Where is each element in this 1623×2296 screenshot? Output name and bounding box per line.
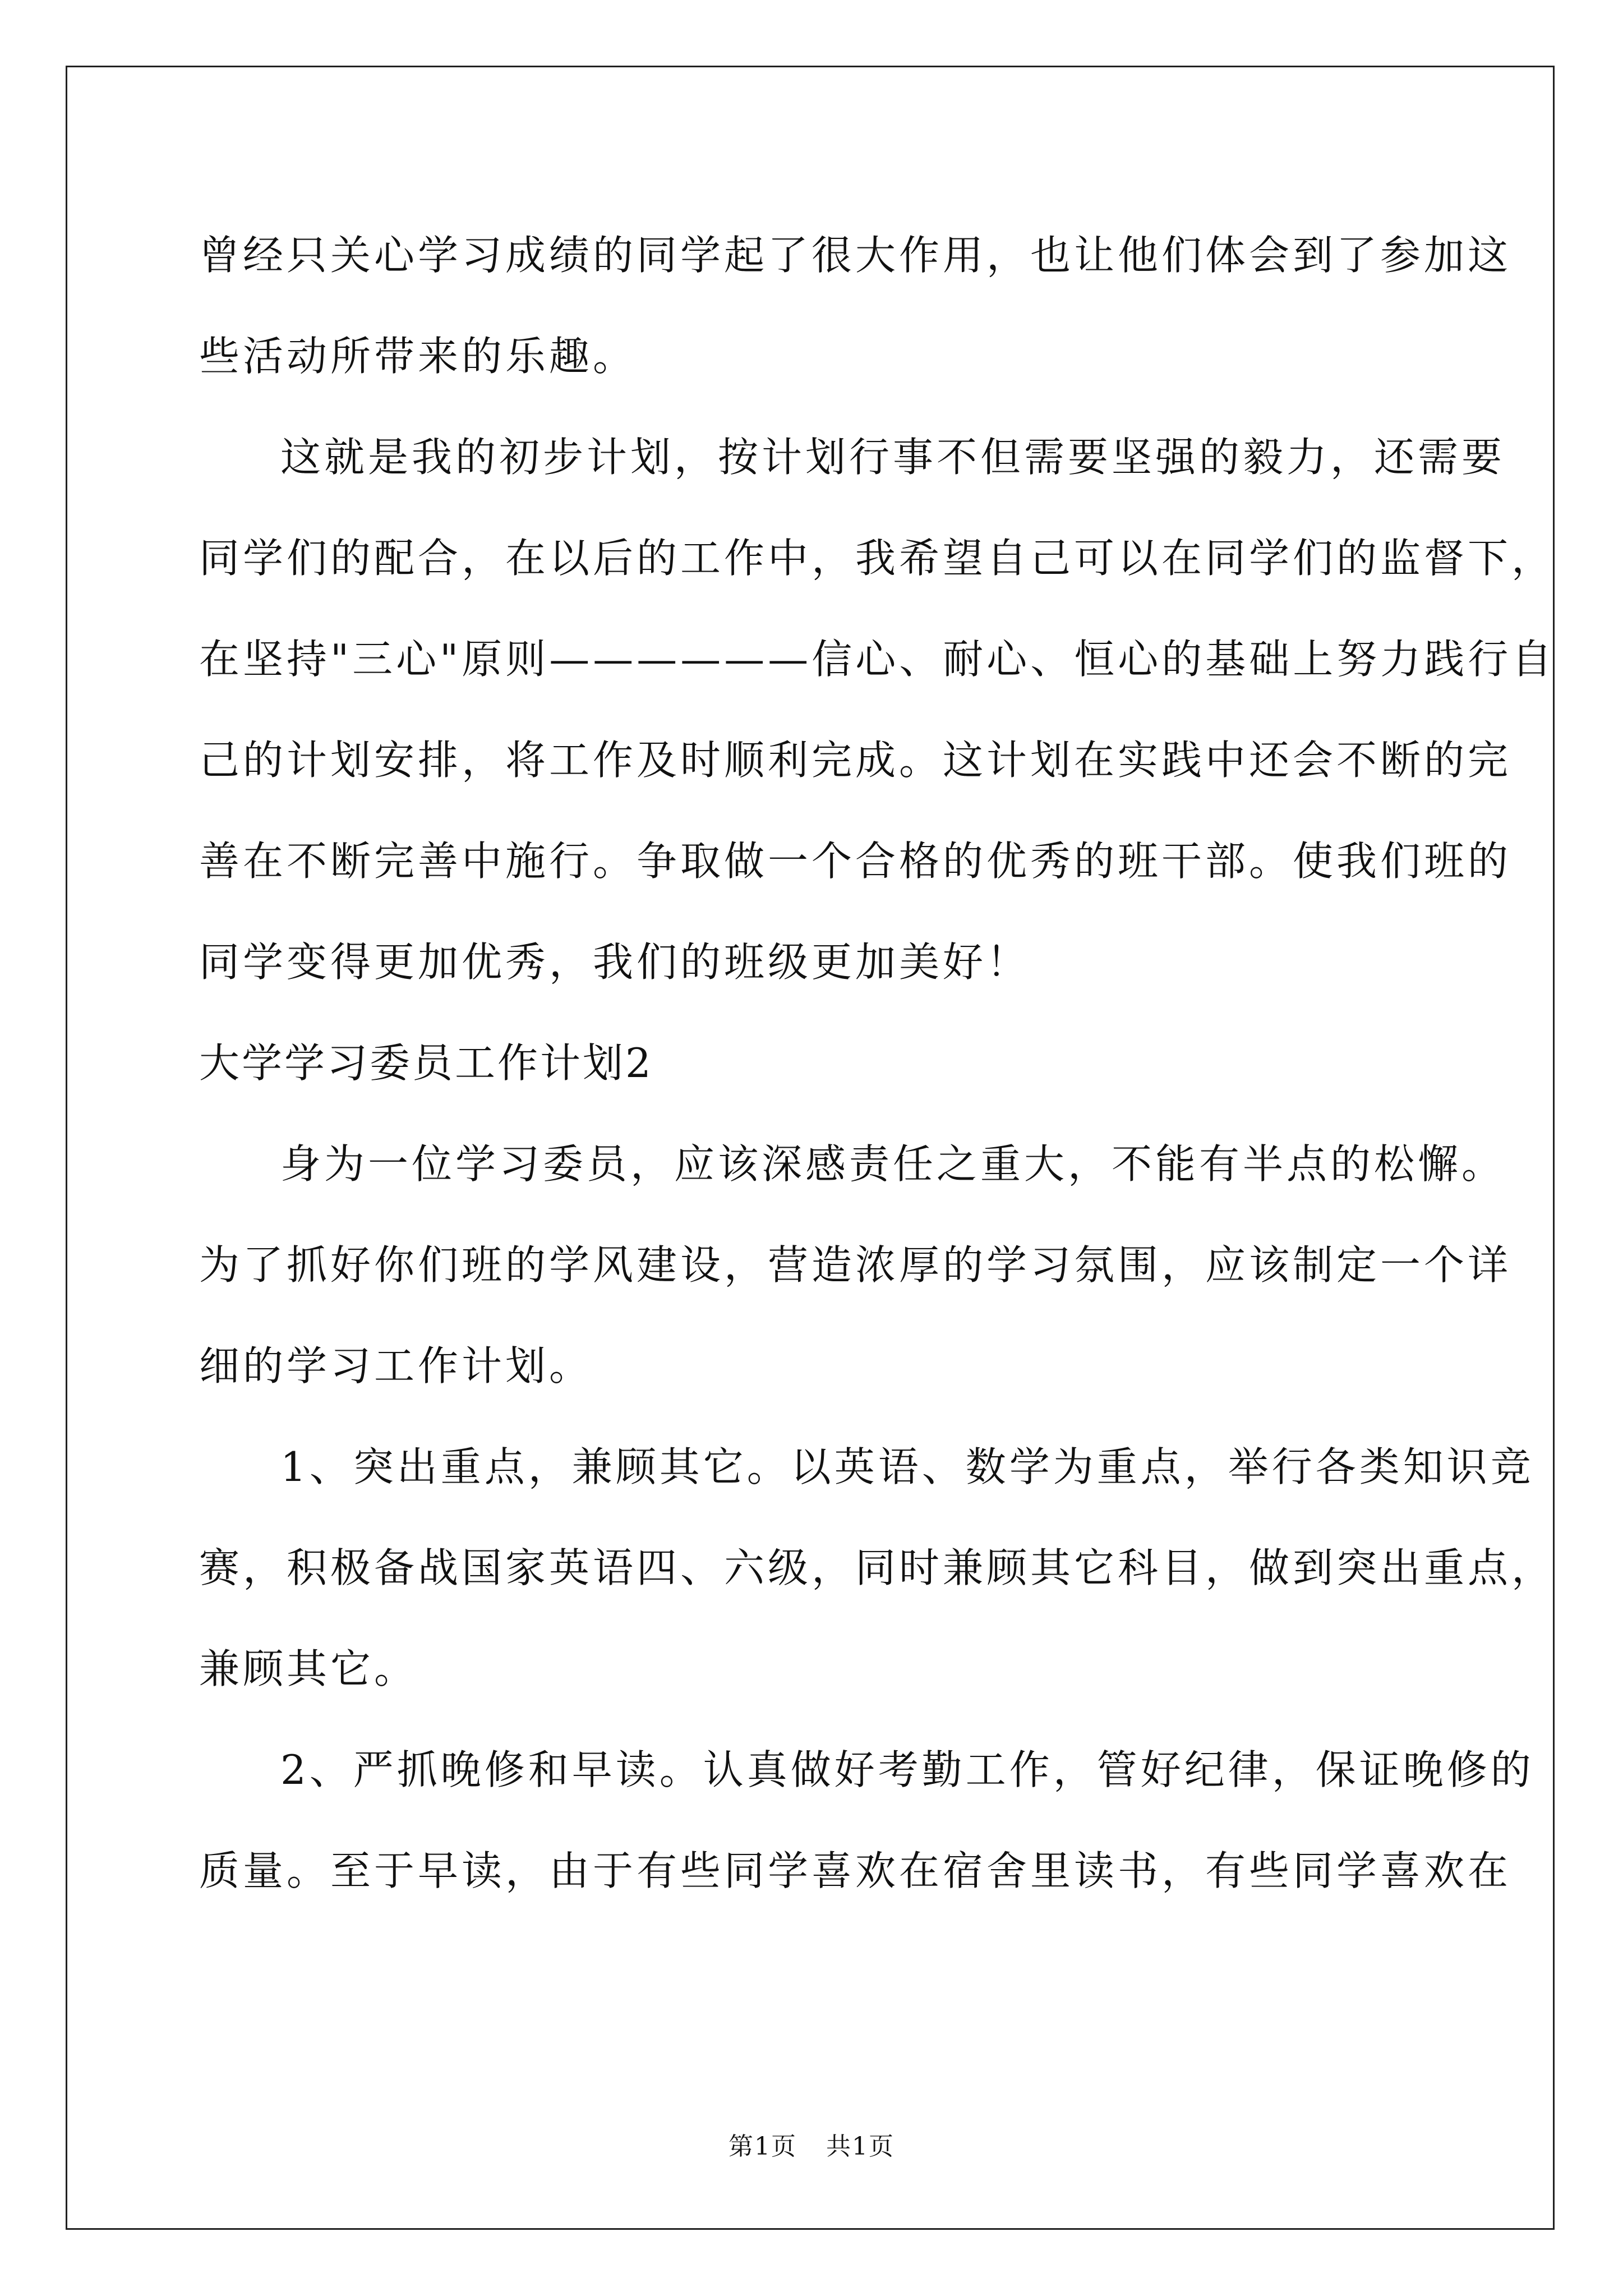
text-line: 些活动所带来的乐趣。 (199, 333, 637, 380)
paragraph-start: 2、严抓晚修和早读。认真做好考勤工作，管好纪律，保证晚修的 (280, 1746, 1534, 1793)
text-line: 善在不断完善中施行。争取做一个合格的优秀的班干部。使我们班的 (199, 838, 1512, 885)
section-heading: 大学学习委员工作计划2 (199, 1039, 653, 1087)
paragraph-start: 这就是我的初步计划，按计划行事不但需要坚强的毅力，还需要 (280, 434, 1506, 481)
text-line: 同学们的配合，在以后的工作中，我希望自己可以在同学们的监督下， (199, 535, 1556, 582)
text-line: 曾经只关心学习成绩的同学起了很大作用，也让他们体会到了参加这 (199, 232, 1512, 279)
total-pages-label: 共1页 (826, 2132, 895, 2161)
document-body (199, 205, 1556, 1921)
text-line: 兼顾其它。 (199, 1645, 418, 1692)
text-line: 己的计划安排，将工作及时顺利完成。这计划在实践中还会不断的完 (199, 737, 1512, 784)
text-line: 同学变得更加优秀，我们的班级更加美好！ (199, 938, 1031, 986)
text-line: 赛，积极备战国家英语四、六级，同时兼顾其它科目，做到突出重点， (199, 1544, 1556, 1591)
current-page-label: 第1页 (728, 2132, 797, 2161)
paragraph-start: 1、突出重点，兼顾其它。以英语、数学为重点，举行各类知识竞 (280, 1443, 1534, 1490)
page-footer (0, 2126, 1623, 2162)
paragraph-start: 身为一位学习委员，应该深感责任之重大，不能有半点的松懈。 (280, 1140, 1506, 1188)
text-line: 为了抓好你们班的学风建设，营造浓厚的学习氛围，应该制定一个详 (199, 1241, 1512, 1289)
text-line: 在坚持"三心"原则——————信心、耐心、恒心的基础上努力践行自 (199, 636, 1556, 683)
text-line: 细的学习工作计划。 (199, 1342, 593, 1389)
text-line: 质量。至于早读，由于有些同学喜欢在宿舍里读书，有些同学喜欢在 (199, 1847, 1512, 1894)
